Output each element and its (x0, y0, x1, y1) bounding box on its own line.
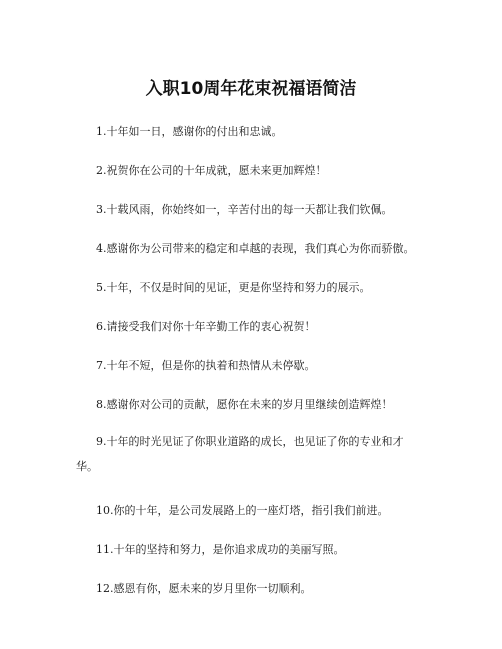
list-item: 11.十年的坚持和努力，是你追求成功的美丽写照。 (96, 543, 345, 556)
list-item: 10.你的十年，是公司发展路上的一座灯塔，指引我们前进。 (96, 504, 389, 517)
list-item: 5.十年，不仅是时间的见证，更是你坚持和努力的展示。 (96, 281, 371, 294)
list-item: 3.十载风雨，你始终如一，辛苦付出的每一天都让我们钦佩。 (96, 203, 393, 216)
list-item: 4.感谢你为公司带来的稳定和卓越的表现，我们真心为你而骄傲。 (96, 242, 415, 255)
document-title: 入职10周年花束祝福语简洁 (145, 79, 357, 99)
list-item: 1.十年如一日，感谢你的付出和忠诚。 (96, 125, 283, 138)
list-item: 8.感谢你对公司的贡献，愿你在未来的岁月里继续创造辉煌！ (96, 398, 393, 411)
list-item: 6.请接受我们对你十年辛勤工作的衷心祝贺！ (96, 320, 316, 333)
list-item: 2.祝贺你在公司的十年成就，愿未来更加辉煌！ (96, 164, 327, 177)
list-item: 7.十年不短，但是你的执着和热情从未停歇。 (96, 359, 316, 372)
list-item: 9.十年的时光见证了你职业道路的成长，也见证了你的专业和才华。 (76, 435, 404, 473)
list-item: 12.感恩有你，愿未来的岁月里你一切顺利。 (96, 582, 312, 595)
